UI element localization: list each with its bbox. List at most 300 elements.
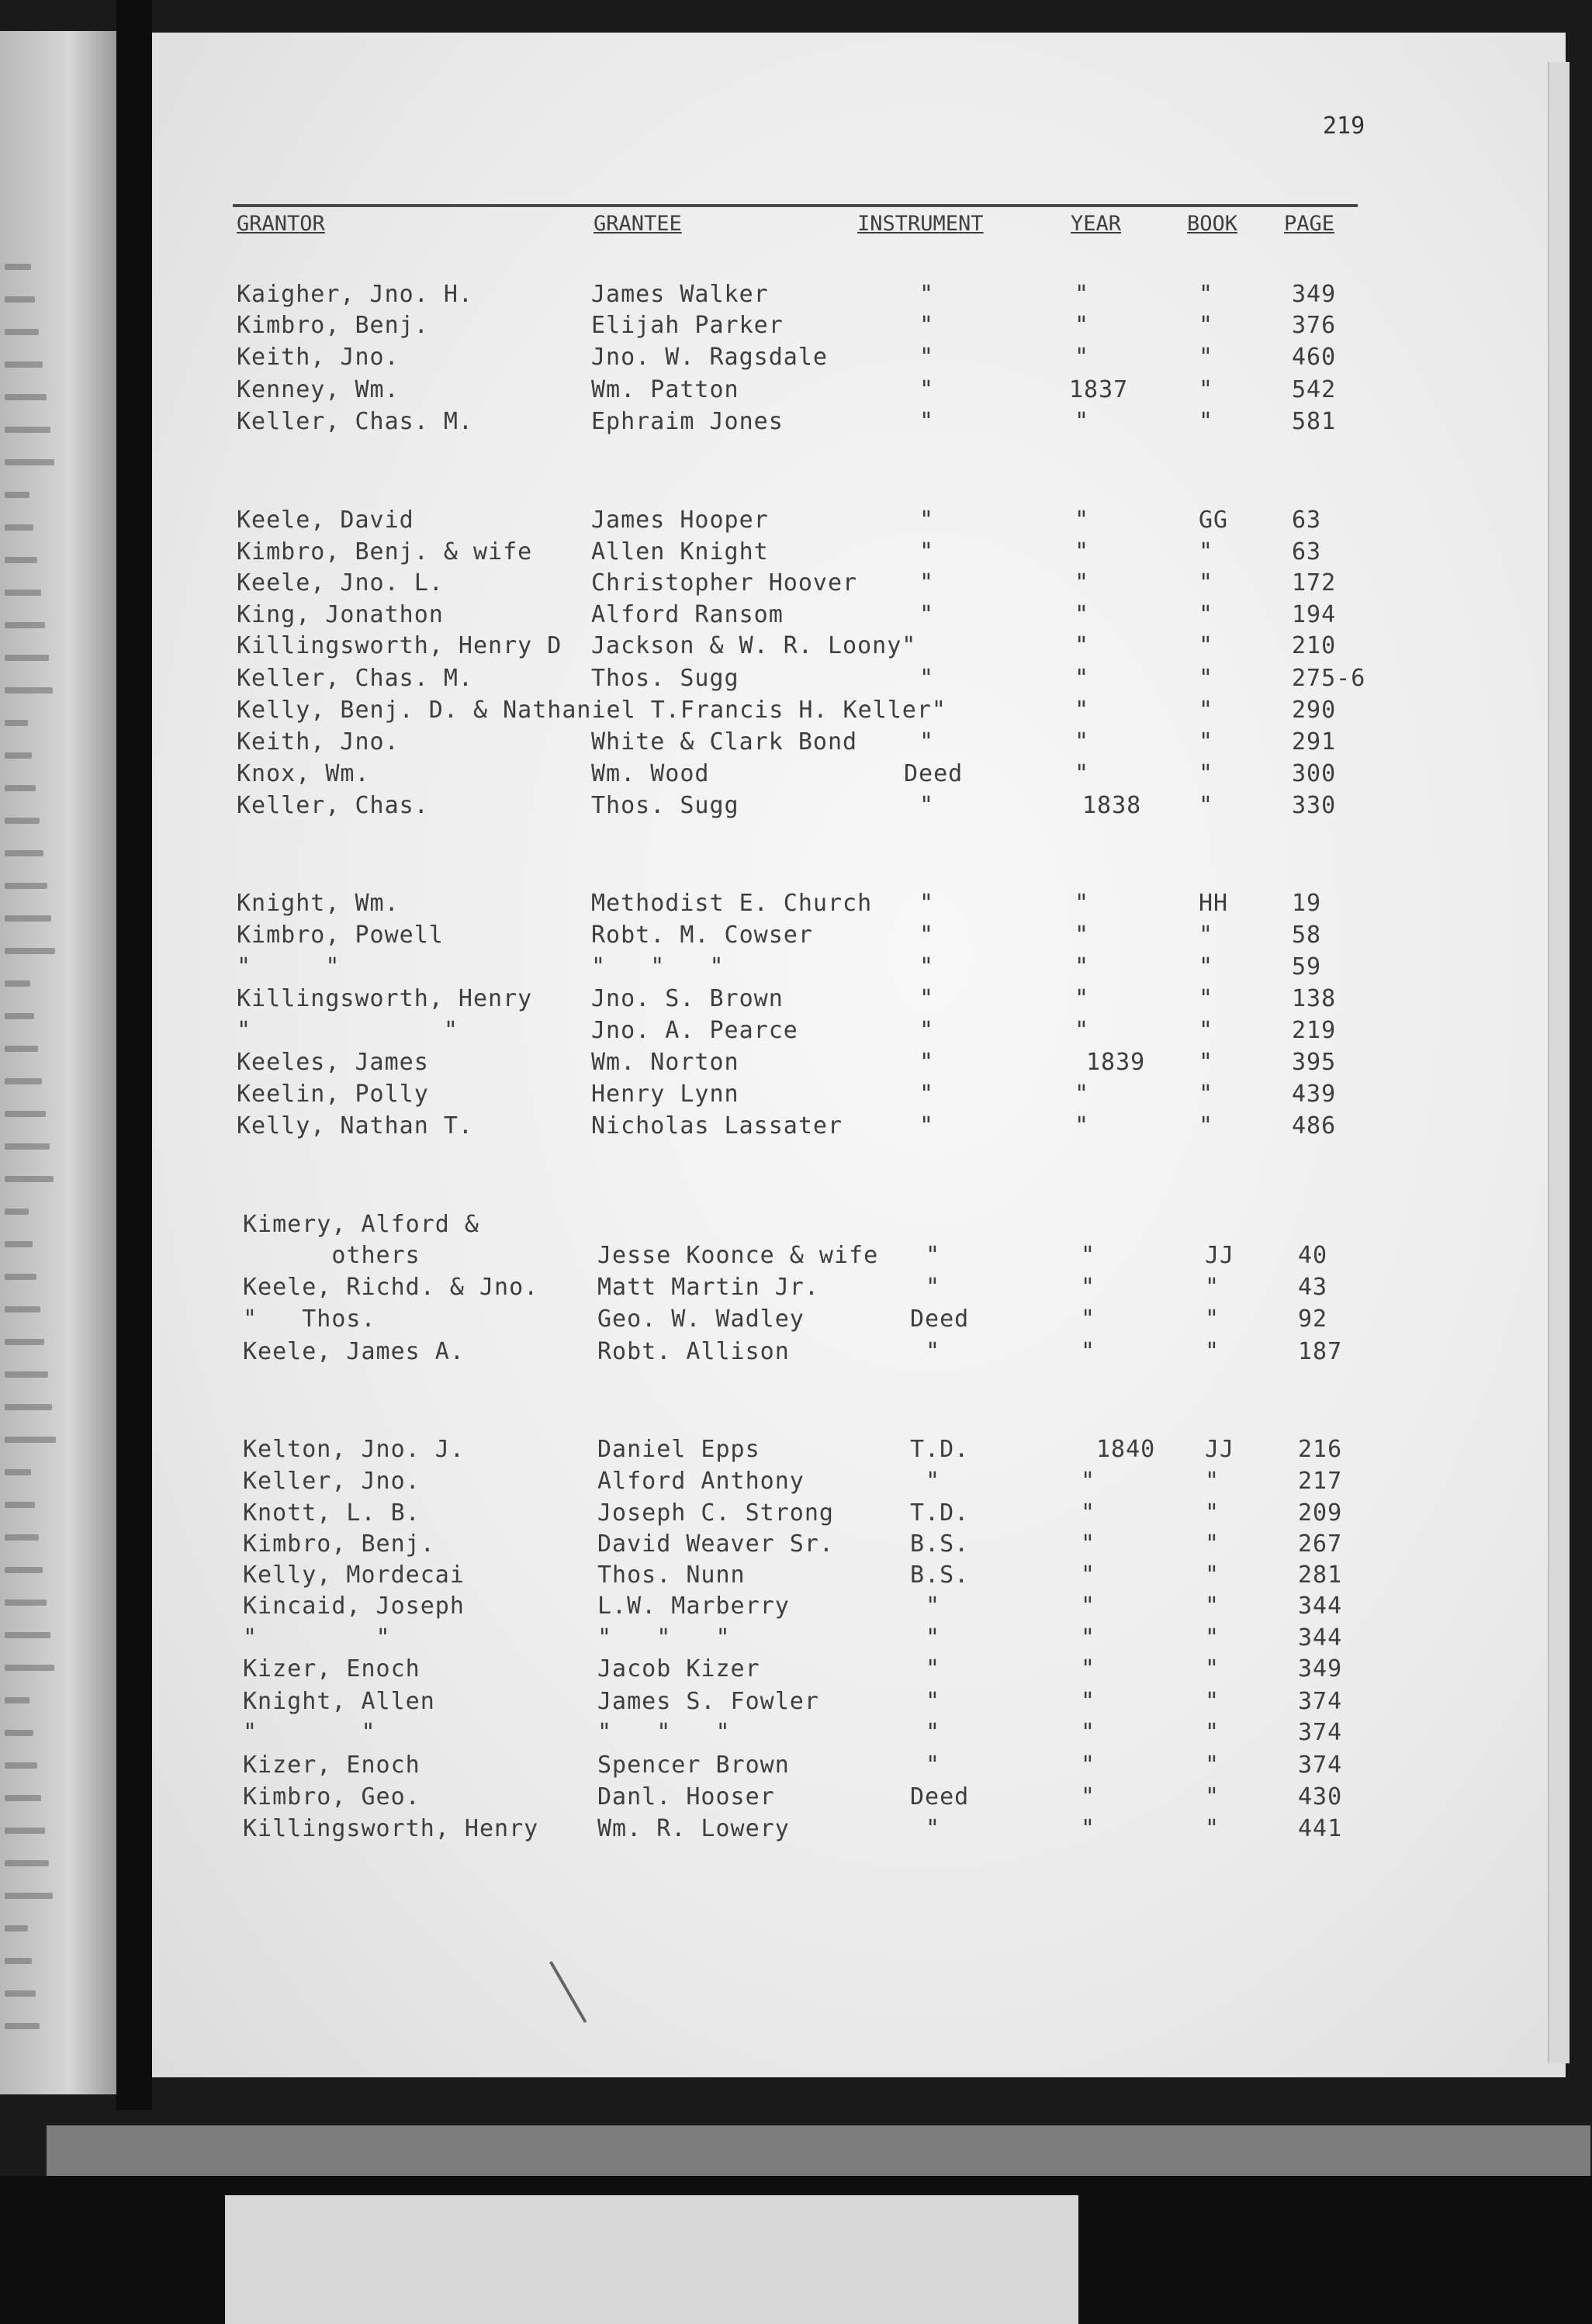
cell-page: 374 (1298, 1752, 1343, 1779)
cell-instrument: Deed (910, 1306, 970, 1333)
cell-grantor: Kizer, Enoch (243, 1752, 420, 1779)
cell-page: 209 (1298, 1499, 1343, 1527)
page-edge (1548, 62, 1570, 2063)
cell-instrument: T.D. (910, 1499, 970, 1527)
cell-instrument: " (919, 1017, 935, 1044)
cell-grantee: Robt. Allison (597, 1338, 790, 1365)
cell-grantor: Kelton, Jno. J. (243, 1436, 465, 1463)
cell-grantee: James Walker (591, 281, 769, 308)
cell-year: " (1081, 1624, 1096, 1651)
cell-page: 219 (1292, 1017, 1337, 1044)
header-grantor: GRANTOR (237, 212, 325, 236)
cell-grantor: Keele, Jno. L. (237, 569, 444, 597)
cell-grantee: Daniel Epps (597, 1436, 760, 1463)
cell-page: 344 (1298, 1593, 1343, 1620)
cell-grantor: " " (243, 1719, 376, 1746)
adjacent-text-fragment (5, 1209, 29, 1215)
cell-year: " (1081, 1783, 1096, 1810)
cell-grantor: Keller, Jno. (243, 1468, 420, 1495)
adjacent-text-fragment (5, 818, 40, 824)
adjacent-text-fragment (5, 1925, 28, 1931)
adjacent-text-fragment (5, 622, 45, 628)
adjacent-text-fragment (5, 2023, 40, 2029)
cell-grantee: Matt Martin Jr. (597, 1274, 819, 1301)
adjacent-text-fragment (5, 1339, 44, 1345)
adjacent-text-fragment (5, 948, 55, 954)
cell-book: " (1205, 1815, 1220, 1842)
cell-book: " (1199, 985, 1214, 1012)
cell-year: " (1075, 665, 1090, 692)
cell-book: " (1205, 1593, 1220, 1620)
adjacent-text-fragment (5, 590, 41, 596)
header-book: BOOK (1187, 212, 1238, 236)
cell-grantor: Keller, Chas. M. (237, 665, 473, 692)
adjacent-text-fragment (5, 492, 29, 498)
cell-page: 460 (1292, 344, 1337, 371)
cell-instrument: " (926, 1242, 941, 1269)
adjacent-text-fragment (5, 1860, 49, 1866)
cell-page: 376 (1292, 312, 1337, 339)
page-number: 219 (1323, 112, 1365, 140)
cell-grantee: " " " (597, 1624, 731, 1651)
cell-instrument: " (919, 890, 935, 917)
cell-book: JJ (1205, 1436, 1235, 1463)
adjacent-text-fragment (5, 1632, 50, 1638)
adjacent-text-fragment (5, 752, 32, 759)
cell-grantor: " " (237, 953, 341, 980)
cell-page: 194 (1292, 601, 1337, 628)
cell-grantee: Wm. Patton (591, 376, 739, 403)
cell-book: " (1199, 281, 1214, 308)
cell-year: " (1075, 760, 1090, 787)
cell-grantee: Wm. Wood (591, 760, 710, 787)
cell-page: 19 (1292, 890, 1322, 917)
cell-year: " (1075, 538, 1090, 565)
cell-instrument: " (926, 1719, 941, 1746)
cell-grantor: Kaigher, Jno. H. (237, 281, 473, 308)
cell-page: 210 (1292, 632, 1337, 659)
cell-page: 430 (1298, 1783, 1343, 1810)
cell-instrument: " (919, 792, 935, 819)
cell-book: " (1199, 1081, 1214, 1108)
cell-grantor: Kimbro, Geo. (243, 1783, 420, 1810)
cell-book: " (1205, 1561, 1220, 1589)
cell-grantee: Robt. M. Cowser (591, 922, 813, 949)
cell-page: 349 (1298, 1655, 1343, 1682)
adjacent-text-fragment (5, 980, 30, 987)
cell-grantee: Geo. W. Wadley (597, 1306, 805, 1333)
cell-book: HH (1199, 890, 1229, 917)
cell-grantee: Wm. R. Lowery (597, 1815, 790, 1842)
cell-grantor: Kelly, Mordecai (243, 1561, 465, 1589)
cell-grantee: Allen Knight (591, 538, 769, 565)
cell-instrument: " (919, 665, 935, 692)
cell-book: " (1205, 1719, 1220, 1746)
adjacent-page-strip (0, 31, 116, 2094)
adjacent-text-fragment (5, 1762, 37, 1769)
cell-book: " (1205, 1274, 1220, 1301)
cell-page: 172 (1292, 569, 1337, 597)
cell-year: 1840 (1096, 1436, 1156, 1463)
cell-grantee: David Weaver Sr. (597, 1530, 834, 1558)
cell-page: 349 (1292, 281, 1337, 308)
cell-grantee: Thos. Sugg (591, 665, 739, 692)
adjacent-text-fragment (5, 1697, 29, 1703)
cell-instrument: T.D. (910, 1436, 970, 1463)
cell-page: 374 (1298, 1719, 1343, 1746)
cell-instrument: " (926, 1688, 941, 1715)
cell-year: " (1075, 697, 1090, 724)
cell-instrument: " (926, 1274, 941, 1301)
adjacent-text-fragment (5, 1371, 48, 1378)
cell-book: " (1199, 922, 1214, 949)
cell-grantor: Keele, Richd. & Jno. (243, 1274, 539, 1301)
cell-page: 300 (1292, 760, 1337, 787)
cell-instrument: " (919, 922, 935, 949)
cell-book: " (1199, 344, 1214, 371)
cell-book: " (1205, 1688, 1220, 1715)
cell-grantor: Kimbro, Benj. (243, 1530, 435, 1558)
cell-instrument: " (919, 281, 935, 308)
cell-book: " (1205, 1783, 1220, 1810)
cell-book: " (1205, 1624, 1220, 1651)
adjacent-text-fragment (5, 1795, 41, 1801)
cell-year: " (1081, 1468, 1096, 1495)
cell-grantee: Spencer Brown (597, 1752, 790, 1779)
cell-grantor: Keller, Chas. M. (237, 408, 473, 435)
adjacent-text-fragment (5, 1534, 39, 1541)
cell-grantor: " " (237, 1017, 459, 1044)
cell-instrument: " (926, 1752, 941, 1779)
cell-year: " (1075, 507, 1090, 534)
cell-page: 486 (1292, 1112, 1337, 1140)
cell-grantor: Kelly, Nathan T. (237, 1112, 473, 1140)
cell-year: 1839 (1086, 1049, 1146, 1076)
cell-page: 187 (1298, 1338, 1343, 1365)
adjacent-text-fragment (5, 1078, 42, 1084)
cell-grantee: Wm. Norton (591, 1049, 739, 1076)
adjacent-text-fragment (5, 1502, 35, 1508)
cell-year: 1838 (1082, 792, 1142, 819)
cell-page: 58 (1292, 922, 1322, 949)
cell-instrument: " (919, 538, 935, 565)
cell-instrument: " (919, 601, 935, 628)
adjacent-text-fragment (5, 361, 43, 368)
cell-instrument: " (926, 1815, 941, 1842)
adjacent-text-fragment (5, 524, 33, 531)
cell-book: GG (1199, 507, 1229, 534)
cell-instrument: " (919, 312, 935, 339)
cell-year: " (1075, 344, 1090, 371)
cell-instrument: " (926, 1338, 941, 1365)
cell-grantor: " Thos. (243, 1306, 376, 1333)
cell-page: 441 (1298, 1815, 1343, 1842)
cell-instrument: " (919, 1112, 935, 1140)
adjacent-text-fragment (5, 1404, 52, 1410)
header-grantee: GRANTEE (594, 212, 682, 236)
adjacent-text-fragment (5, 1665, 54, 1671)
cell-instrument: " (926, 1655, 941, 1682)
adjacent-text-fragment (5, 329, 39, 335)
cell-grantee: Danl. Hooser (597, 1783, 775, 1810)
cell-grantor: Kimbro, Powell (237, 922, 444, 949)
cell-grantor: Kizer, Enoch (243, 1655, 420, 1682)
adjacent-text-fragment (5, 687, 53, 693)
cell-grantor: Knight, Allen (243, 1688, 435, 1715)
adjacent-text-fragment (5, 1306, 40, 1312)
cell-book: " (1199, 601, 1214, 628)
cell-grantee: James Hooper (591, 507, 769, 534)
cell-page: 63 (1292, 507, 1322, 534)
adjacent-text-fragment (5, 883, 47, 889)
cell-book: " (1199, 408, 1214, 435)
adjacent-text-fragment (5, 1437, 56, 1443)
cell-year: " (1075, 1017, 1090, 1044)
cell-book: " (1205, 1530, 1220, 1558)
cell-instrument: " (919, 569, 935, 597)
cell-instrument: Deed (904, 760, 964, 787)
cell-year: " (1081, 1242, 1096, 1269)
cell-year: " (1075, 632, 1090, 659)
cell-grantor: Keith, Jno. (237, 728, 400, 756)
cell-grantee: " " " (591, 953, 725, 980)
cell-grantee: Jno. W. Ragsdale (591, 344, 828, 371)
cell-instrument: " (919, 344, 935, 371)
cell-instrument: " (926, 1593, 941, 1620)
adjacent-text-fragment (5, 427, 50, 433)
adjacent-text-fragment (5, 1893, 53, 1899)
cell-grantee: Jesse Koonce & wife (597, 1242, 879, 1269)
cell-year: " (1081, 1274, 1096, 1301)
book-binding (116, 0, 152, 2110)
cell-page: 344 (1298, 1624, 1343, 1651)
adjacent-text-fragment (5, 1567, 43, 1573)
adjacent-text-fragment (5, 1469, 31, 1475)
cell-grantor: Killingsworth, Henry D (237, 632, 562, 659)
cell-grantor: Kenney, Wm. (237, 376, 400, 403)
cell-book: " (1205, 1655, 1220, 1682)
adjacent-text-fragment (5, 1046, 38, 1052)
adjacent-text-fragment (5, 296, 35, 303)
adjacent-text-fragment (5, 785, 36, 791)
cell-grantor: King, Jonathon (237, 601, 444, 628)
cell-page: 217 (1298, 1468, 1343, 1495)
cell-grantee: " " " (597, 1719, 731, 1746)
adjacent-text-fragment (5, 915, 51, 922)
cell-book: " (1205, 1499, 1220, 1527)
cell-year: " (1081, 1815, 1096, 1842)
cell-page: 330 (1292, 792, 1337, 819)
adjacent-text-fragment (5, 1013, 34, 1019)
cell-year: " (1075, 281, 1090, 308)
cell-book: " (1199, 538, 1214, 565)
header-instrument: INSTRUMENT (857, 212, 984, 236)
cell-grantor: Kelly, Benj. D. & Nathaniel T.Francis H. Keller" (237, 697, 947, 724)
cell-book: " (1199, 760, 1214, 787)
cell-grantee: White & Clark Bond (591, 728, 858, 756)
adjacent-text-fragment (5, 1241, 33, 1247)
cell-instrument: " (919, 507, 935, 534)
cell-year: " (1081, 1752, 1096, 1779)
cell-grantor: Knox, Wm. (237, 760, 370, 787)
cell-year: " (1081, 1561, 1096, 1589)
cell-page: 267 (1298, 1530, 1343, 1558)
adjacent-text-fragment (5, 1958, 32, 1964)
cell-grantor: Knight, Wm. (237, 890, 400, 917)
cell-year: " (1075, 408, 1090, 435)
cell-grantee: Henry Lynn (591, 1081, 739, 1108)
cell-page: 63 (1292, 538, 1322, 565)
cell-year: " (1075, 1081, 1090, 1108)
cell-year: " (1075, 1112, 1090, 1140)
cell-book: JJ (1205, 1242, 1235, 1269)
cell-instrument: " (919, 728, 935, 756)
cell-year: " (1075, 953, 1090, 980)
cell-page: 374 (1298, 1688, 1343, 1715)
cell-grantee: Alford Ransom (591, 601, 784, 628)
cell-grantor: Keele, David (237, 507, 414, 534)
cell-book: " (1199, 632, 1214, 659)
cell-page: 395 (1292, 1049, 1337, 1076)
cell-grantor: Keeles, James (237, 1049, 429, 1076)
cell-page: 581 (1292, 408, 1337, 435)
cell-year: " (1081, 1655, 1096, 1682)
adjacent-text-fragment (5, 557, 37, 563)
cell-page: 291 (1292, 728, 1337, 756)
cell-grantor: " " (243, 1624, 391, 1651)
adjacent-text-fragment (5, 1599, 47, 1606)
cell-grantee: Joseph C. Strong (597, 1499, 834, 1527)
adjacent-text-fragment (5, 1828, 45, 1834)
header-year: YEAR (1071, 212, 1122, 236)
cell-book: " (1199, 697, 1214, 724)
cell-page: 59 (1292, 953, 1322, 980)
cell-grantor: others (243, 1242, 420, 1269)
cell-grantee: Christopher Hoover (591, 569, 858, 597)
header-rule (233, 204, 1358, 207)
cell-grantee: Thos. Nunn (597, 1561, 746, 1589)
cell-instrument: " (926, 1468, 941, 1495)
cell-instrument: " (919, 408, 935, 435)
cell-year: " (1081, 1530, 1096, 1558)
cell-book: " (1205, 1468, 1220, 1495)
cell-page: 43 (1298, 1274, 1328, 1301)
cell-instrument: " (919, 953, 935, 980)
cell-grantor: Keelin, Polly (237, 1081, 429, 1108)
cell-book: " (1199, 1017, 1214, 1044)
cell-grantee: L.W. Marberry (597, 1593, 790, 1620)
adjacent-text-fragment (5, 655, 49, 661)
cell-year: " (1075, 601, 1090, 628)
cell-grantor: Knott, L. B. (243, 1499, 420, 1527)
cell-grantor: Kimbro, Benj. (237, 312, 429, 339)
cell-grantee: Jno. S. Brown (591, 985, 784, 1012)
adjacent-text-fragment (5, 850, 43, 856)
cell-page: 542 (1292, 376, 1337, 403)
cell-instrument: " (919, 985, 935, 1012)
cell-grantor: Kincaid, Joseph (243, 1593, 465, 1620)
bottom-band (47, 2125, 1590, 2176)
adjacent-text-fragment (5, 1143, 50, 1150)
cell-grantee: Thos. Sugg (591, 792, 739, 819)
cell-page: 40 (1298, 1242, 1328, 1269)
cell-page: 281 (1298, 1561, 1343, 1589)
cell-grantee: Jno. A. Pearce (591, 1017, 798, 1044)
cell-book: " (1199, 312, 1214, 339)
cell-book: " (1199, 1112, 1214, 1140)
cell-instrument: " (926, 1624, 941, 1651)
cell-year: " (1075, 728, 1090, 756)
cell-grantee: Ephraim Jones (591, 408, 784, 435)
cell-grantee: Alford Anthony (597, 1468, 805, 1495)
cell-book: " (1199, 376, 1214, 403)
cell-page: 275-6 (1292, 665, 1366, 692)
cell-book: " (1205, 1338, 1220, 1365)
cell-book: " (1199, 728, 1214, 756)
cell-book: " (1205, 1752, 1220, 1779)
cell-grantor: Keith, Jno. (237, 344, 400, 371)
cell-page: 439 (1292, 1081, 1337, 1108)
cell-year: " (1081, 1688, 1096, 1715)
cell-page: 138 (1292, 985, 1337, 1012)
cell-book: " (1205, 1306, 1220, 1333)
cell-instrument: " (919, 1049, 935, 1076)
cell-year: " (1081, 1719, 1096, 1746)
cell-year: " (1075, 569, 1090, 597)
cell-instrument: B.S. (910, 1561, 970, 1589)
adjacent-text-fragment (5, 1111, 46, 1117)
adjacent-text-fragment (5, 264, 31, 270)
cell-year: " (1075, 890, 1090, 917)
cell-year: " (1075, 312, 1090, 339)
cell-instrument: B.S. (910, 1530, 970, 1558)
cell-grantee: James S. Fowler (597, 1688, 819, 1715)
adjacent-text-fragment (5, 1730, 33, 1736)
adjacent-text-fragment (5, 394, 47, 400)
cell-year: " (1081, 1593, 1096, 1620)
cell-grantor: Kimbro, Benj. & wife (237, 538, 533, 565)
cell-instrument: " (919, 1081, 935, 1108)
cell-book: " (1199, 1049, 1214, 1076)
cell-page: 290 (1292, 697, 1337, 724)
cell-grantor: Killingsworth, Henry (237, 985, 533, 1012)
adjacent-text-fragment (5, 1990, 36, 1997)
cell-year: " (1075, 922, 1090, 949)
cell-page: 216 (1298, 1436, 1343, 1463)
cell-year: " (1081, 1306, 1096, 1333)
cell-grantee: Nicholas Lassater (591, 1112, 843, 1140)
cell-instrument: " (919, 376, 935, 403)
adjacent-text-fragment (5, 1176, 54, 1182)
adjacent-text-fragment (5, 1274, 36, 1280)
cell-year: " (1081, 1338, 1096, 1365)
adjacent-text-fragment (5, 459, 54, 465)
bottom-block (225, 2195, 1078, 2324)
cell-year: 1837 (1069, 376, 1129, 403)
cell-grantee: Methodist E. Church (591, 890, 873, 917)
cell-book: " (1199, 792, 1214, 819)
cell-year: " (1081, 1499, 1096, 1527)
cell-grantee: Jackson & W. R. Loony" (591, 632, 917, 659)
cell-instrument: Deed (910, 1783, 970, 1810)
cell-book: " (1199, 569, 1214, 597)
cell-grantor: Kimery, Alford & (243, 1211, 479, 1238)
cell-book: " (1199, 665, 1214, 692)
adjacent-text-fragment (5, 720, 28, 726)
cell-book: " (1199, 953, 1214, 980)
cell-year: " (1075, 985, 1090, 1012)
cell-grantor: Keele, James A. (243, 1338, 465, 1365)
